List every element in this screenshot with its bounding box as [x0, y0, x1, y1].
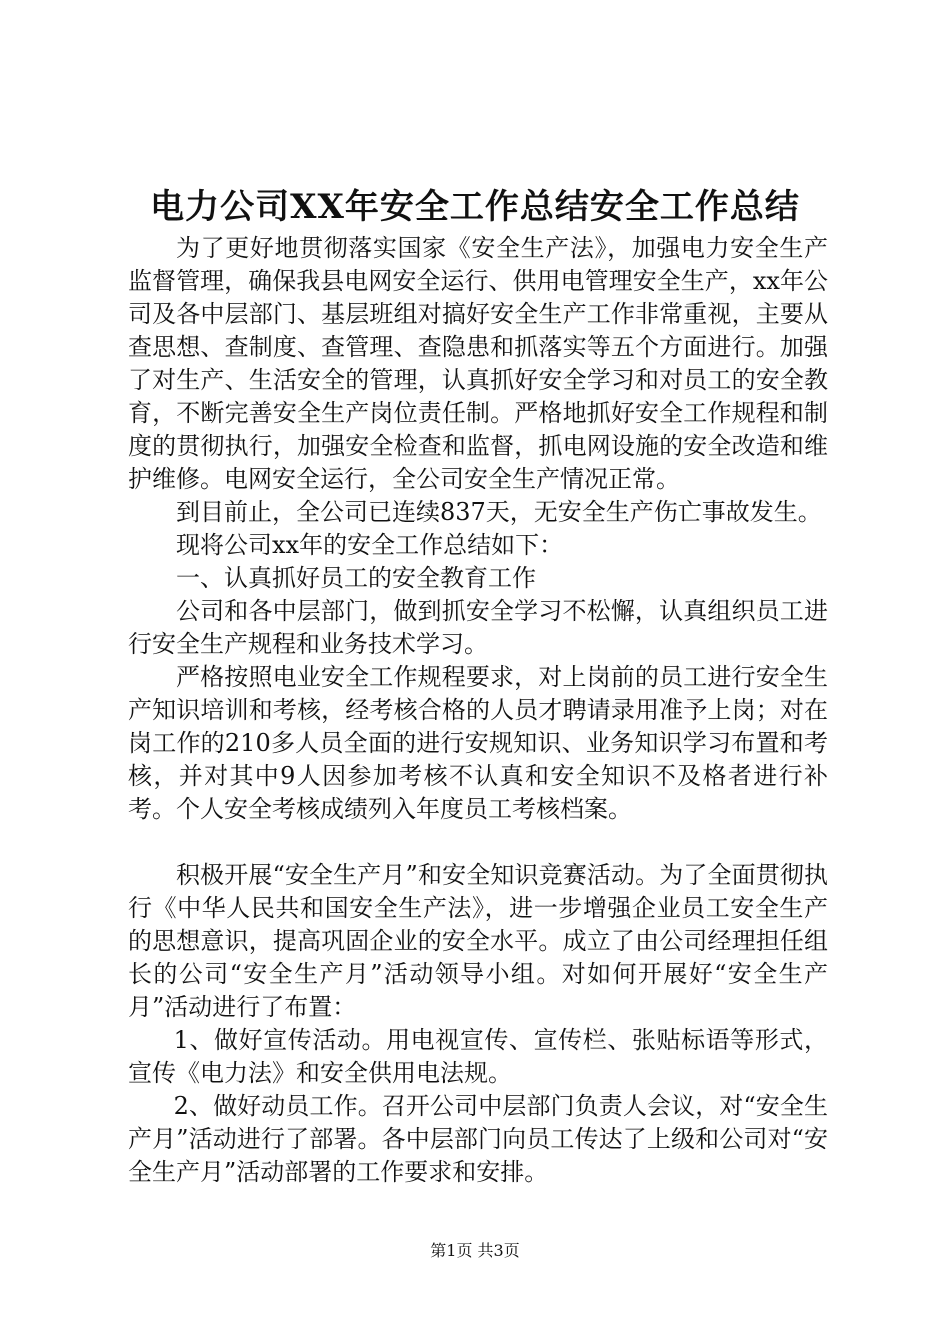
section-heading-education: 一、认真抓好员工的安全教育工作: [176, 564, 536, 592]
paragraph-study: 公司和各中层部门，做到抓安全学习不松懈，认真组织员工进行安全生产规程和业务技术学习。: [128, 597, 828, 658]
paragraph-safety-month: 积极开展“安全生产月”和安全知识竞赛活动。为了全面贯彻执行《中华人民共和国安全生产法》，进一步增强企业员工安全生产的思想意识，提高巩固企业的安全水平。成立了由公司经理担任组长的公司“安全生产月”活动领导小组。对如何开展好“安全生产月”活动进行了布置：: [128, 861, 828, 1021]
list-item-mobilization: 2、做好动员工作。召开公司中层部门负责人会议，对“安全生产月”活动进行了部署。各中层部门向员工传达了上级和公司对“安全生产月”活动部署的工作要求和安排。: [128, 1092, 828, 1186]
paragraph-intro: 为了更好地贯彻落实国家《安全生产法》，加强电力安全生产监督管理，确保我县电网安全运行、供用电管理安全生产，xx年公司及各中层部门、基层班组对搞好安全生产工作非常重视，主要从查思想、查制度、查管理、查隐患和抓落实等五个方面进行。加强了对生产、生活安全的管理，认真抓好安全学习和对员工的安全教育，不断完善安全生产岗位责任制。严格地抓好安全工作规程和制度的贯彻执行，加强安全检查和监督，抓电网设施的安全改造和维护维修。电网安全运行，全公司安全生产情况正常。: [128, 234, 828, 493]
document-title: 电力公司XX年安全工作总结安全工作总结: [150, 187, 800, 227]
list-item-publicity: 1、做好宣传活动。用电视宣传、宣传栏、张贴标语等形式，宣传《电力法》和安全供用电法规。: [128, 1026, 828, 1087]
paragraph-summary-lead: 现将公司xx年的安全工作总结如下：: [176, 531, 564, 559]
paragraph-safety-days: 到目前止，全公司已连续837天，无安全生产伤亡事故发生。: [176, 498, 822, 526]
paragraph-spacer: [128, 826, 828, 859]
document-body: [128, 232, 828, 1189]
paragraph-training: 严格按照电业安全工作规程要求，对上岗前的员工进行安全生产知识培训和考核，经考核合格的人员才聘请录用准予上岗；对在岗工作的210多人员全面的进行安规知识、业务知识学习布置和考核，并对其中9人因参加考核不认真和安全知识不及格者进行补考。个人安全考核成绩列入年度员工考核档案。: [128, 663, 828, 823]
page-number: 第1页 共3页: [430, 1241, 520, 1260]
